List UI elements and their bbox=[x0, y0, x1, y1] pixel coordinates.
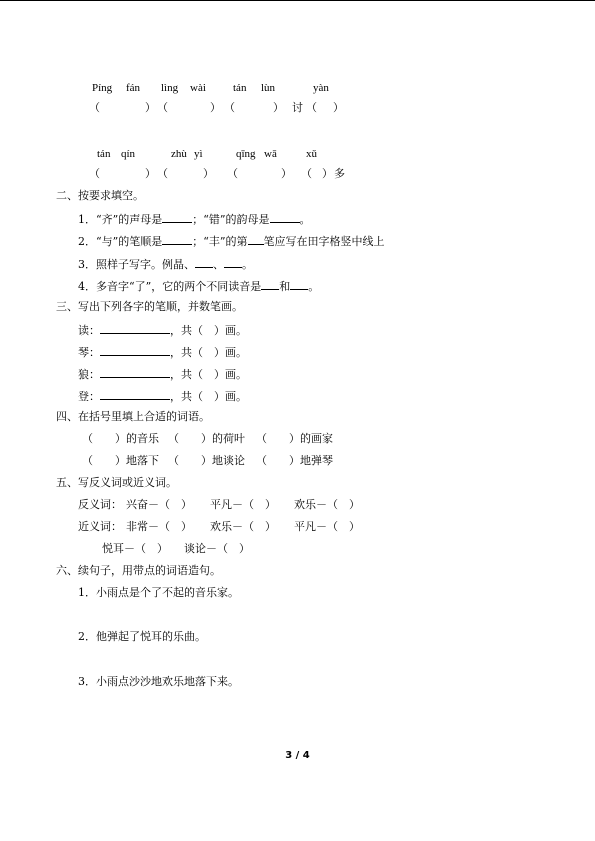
antonym-item: 欢乐－（ ） bbox=[294, 498, 360, 511]
answer-blank[interactable] bbox=[162, 233, 192, 245]
answer-paren-open: （ bbox=[306, 101, 317, 114]
answer-blank[interactable] bbox=[248, 233, 264, 245]
stroke-order-item: 登： ，共（ ）画。 bbox=[78, 390, 247, 403]
answer-blank[interactable] bbox=[270, 211, 300, 223]
answer-paren-open: （ bbox=[89, 167, 100, 180]
answer-paren-close: ） bbox=[145, 101, 156, 114]
answer-blank[interactable] bbox=[290, 278, 308, 290]
given-character: 讨 bbox=[292, 101, 303, 114]
pinyin-word: yàn bbox=[313, 82, 329, 94]
answer-blank[interactable] bbox=[100, 388, 170, 400]
answer-paren-close: ） bbox=[145, 167, 156, 180]
sentence-item: 1．小雨点是个了不起的音乐家。 bbox=[78, 586, 239, 599]
pinyin-word: lìng bbox=[161, 82, 179, 94]
synonym-item: 平凡－（ ） bbox=[294, 520, 360, 533]
section-title: 三、写出下列各字的笔顺，并数笔画。 bbox=[56, 300, 243, 313]
section-title: 五、写反义词或近义词。 bbox=[56, 476, 177, 489]
pinyin-word: Píng bbox=[92, 82, 113, 94]
phrase-blank: （ ）的画家 bbox=[256, 432, 333, 445]
answer-paren-open: （ bbox=[89, 101, 100, 114]
pinyin-word: wā bbox=[264, 148, 277, 160]
answer-paren-close: ） bbox=[333, 101, 344, 114]
answer-paren-open: （ bbox=[301, 167, 312, 180]
section-title: 四、在括号里填上合适的词语。 bbox=[56, 410, 210, 423]
pinyin-word: zhù bbox=[171, 148, 187, 160]
answer-paren-open: （ bbox=[224, 101, 235, 114]
answer-paren-open: （ bbox=[227, 167, 238, 180]
phrase-blank: （ ）地谈论 bbox=[168, 454, 245, 467]
pinyin-word: tán bbox=[97, 148, 111, 160]
answer-blank[interactable] bbox=[100, 366, 170, 378]
answer-paren-open: （ bbox=[157, 101, 168, 114]
answer-paren-close: ） bbox=[281, 167, 292, 180]
synonym-label: 近义词： bbox=[78, 520, 122, 533]
stroke-order-item: 读： ，共（ ）画。 bbox=[78, 324, 247, 337]
fill-item: 3．照样子写字。例晶、 、 。 bbox=[78, 258, 253, 271]
fill-item: 2．“与”的笔顺是 ；“丰”的第 笔应写在田字格竖中线上 bbox=[78, 235, 385, 248]
phrase-blank: （ ）的荷叶 bbox=[168, 432, 245, 445]
section-title: 二、按要求填空。 bbox=[56, 189, 144, 202]
fill-item: 4．多音字“了”，它的两个不同读音是 和 。 bbox=[78, 280, 320, 293]
answer-paren-close: ） bbox=[322, 167, 333, 180]
stroke-order-item: 狼： ，共（ ）画。 bbox=[78, 368, 247, 381]
answer-blank[interactable] bbox=[162, 211, 192, 223]
pinyin-word: xǔ bbox=[306, 148, 317, 160]
pinyin-word: yì bbox=[194, 148, 203, 160]
pinyin-word: fán bbox=[126, 82, 141, 94]
phrase-blank: （ ）地落下 bbox=[82, 454, 159, 467]
given-character: 多 bbox=[334, 167, 345, 180]
answer-paren-close: ） bbox=[273, 101, 284, 114]
stroke-order-item: 琴： ，共（ ）画。 bbox=[78, 346, 247, 359]
answer-blank[interactable] bbox=[261, 278, 279, 290]
pinyin-word: lùn bbox=[261, 82, 276, 94]
answer-paren-open: （ bbox=[157, 167, 168, 180]
sentence-item: 2．他弹起了悦耳的乐曲。 bbox=[78, 630, 206, 643]
section-title: 六、续句子，用带点的词语造句。 bbox=[56, 564, 221, 577]
synonym-item: 谈论－（ ） bbox=[184, 542, 250, 555]
page-number: 3 / 4 bbox=[285, 750, 310, 761]
antonym-item: 兴奋－（ ） bbox=[126, 498, 192, 511]
synonym-item: 非常－（ ） bbox=[126, 520, 192, 533]
phrase-blank: （ ）的音乐 bbox=[82, 432, 159, 445]
pinyin-word: tán bbox=[233, 82, 247, 94]
sentence-item: 3．小雨点沙沙地欢乐地落下来。 bbox=[78, 675, 239, 688]
antonym-label: 反义词： bbox=[78, 498, 122, 511]
answer-paren-close: ） bbox=[203, 167, 214, 180]
answer-blank[interactable] bbox=[100, 322, 170, 334]
pinyin-word: wài bbox=[190, 82, 206, 94]
answer-blank[interactable] bbox=[195, 256, 213, 268]
answer-blank[interactable] bbox=[224, 256, 242, 268]
synonym-item: 悦耳－（ ） bbox=[102, 542, 168, 555]
answer-blank[interactable] bbox=[100, 344, 170, 356]
top-border-line bbox=[0, 0, 595, 1]
synonym-item: 欢乐－（ ） bbox=[210, 520, 276, 533]
fill-item: 1．“齐”的声母是 ；“错”的韵母是 。 bbox=[78, 213, 311, 226]
antonym-item: 平凡－（ ） bbox=[210, 498, 276, 511]
pinyin-word: qīng bbox=[236, 148, 256, 160]
answer-paren-close: ） bbox=[210, 101, 221, 114]
phrase-blank: （ ）地弹琴 bbox=[256, 454, 333, 467]
pinyin-word: qín bbox=[121, 148, 136, 160]
